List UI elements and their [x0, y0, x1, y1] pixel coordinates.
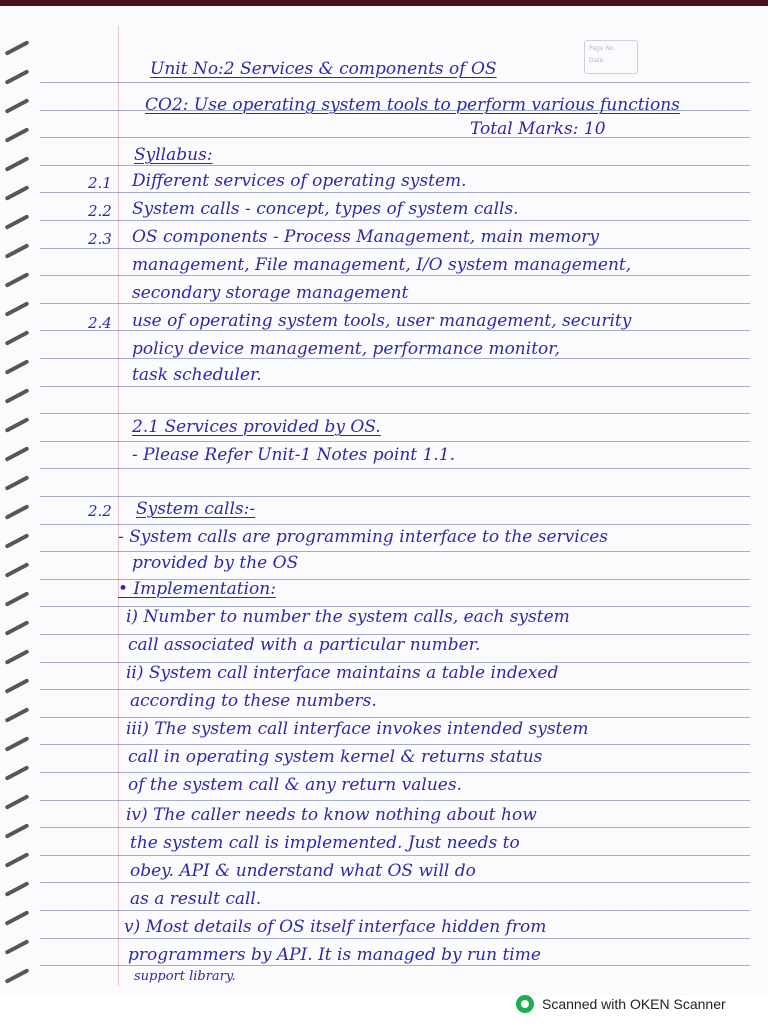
spiral-ring — [5, 852, 30, 868]
section-2-2-line: as a result call. — [130, 889, 262, 909]
section-2-2-line: of the system call & any return values. — [128, 775, 462, 795]
section-2-2-line: the system call is implemented. Just needs to — [130, 833, 520, 853]
syllabus-num-2-2: 2.2 — [88, 202, 112, 220]
section-2-2-line: according to these numbers. — [130, 691, 377, 711]
section-2-2-line: i) Number to number the system calls, each system — [126, 607, 570, 627]
ruled-line — [40, 220, 750, 221]
section-2-2-line: ii) System call interface maintains a table indexed — [126, 663, 559, 683]
section-2-2-line: provided by the OS — [132, 553, 299, 573]
spiral-ring — [5, 214, 30, 230]
section-2-2-heading: System calls:- — [136, 499, 256, 519]
spiral-ring — [5, 359, 30, 375]
syllabus-item-2-4-line3: task scheduler. — [132, 365, 262, 385]
spiral-ring — [5, 301, 30, 317]
section-2-1-heading: 2.1 Services provided by OS. — [132, 417, 381, 437]
syllabus-item-2-3-line3: secondary storage management — [132, 283, 409, 303]
implementation-heading: • Implementation: — [118, 579, 276, 599]
syllabus-num-2-3: 2.3 — [88, 230, 112, 248]
spiral-ring — [5, 185, 30, 201]
spiral-ring — [5, 968, 30, 984]
spiral-ring — [5, 939, 30, 955]
spiral-ring — [5, 69, 30, 85]
total-marks: Total Marks: 10 — [470, 119, 606, 139]
syllabus-item-2-1: Different services of operating system. — [132, 171, 467, 191]
section-2-2-line: call in operating system kernel & returns status — [128, 747, 543, 767]
ruled-line — [40, 524, 750, 525]
syllabus-heading: Syllabus: — [134, 145, 213, 165]
section-2-2-line: v) Most details of OS itself interface hidden from — [124, 917, 547, 937]
ruled-line — [40, 827, 750, 828]
spiral-ring — [5, 504, 30, 520]
spiral-ring — [5, 388, 30, 404]
spiral-ring — [5, 272, 30, 288]
stamp-page-label: Page No. — [589, 45, 616, 52]
margin-line — [118, 26, 119, 986]
ruled-line — [40, 772, 750, 773]
ruled-line — [40, 744, 750, 745]
section-2-2-line: - System calls are programming interface to the services — [118, 527, 609, 547]
scanner-watermark — [516, 990, 766, 1018]
ruled-line — [40, 413, 750, 414]
spiral-ring — [5, 649, 30, 665]
spiral-ring — [5, 446, 30, 462]
ruled-line — [40, 441, 750, 442]
page-date-stamp — [584, 40, 638, 74]
ruled-line — [40, 468, 750, 469]
syllabus-num-2-1: 2.1 — [88, 174, 112, 192]
ruled-line — [40, 496, 750, 497]
spiral-ring — [5, 707, 30, 723]
section-2-2-line: obey. API & understand what OS will do — [130, 861, 476, 881]
ruled-line — [40, 386, 750, 387]
ruled-line — [40, 910, 750, 911]
syllabus-item-2-4-line2: policy device management, performance monitor, — [132, 339, 560, 359]
ruled-line — [40, 137, 750, 138]
section-2-2-line: programmers by API. It is managed by run time — [128, 945, 541, 965]
syllabus-item-2-4-line1: use of operating system tools, user management, security — [132, 311, 632, 331]
spiral-ring — [5, 330, 30, 346]
section-2-2-line: iv) The caller needs to know nothing about how — [126, 805, 537, 825]
spiral-ring — [5, 678, 30, 694]
spiral-ring — [5, 910, 30, 926]
section-2-1-note: - Please Refer Unit-1 Notes point 1.1. — [132, 445, 455, 465]
stamp-date-label: Date — [589, 57, 604, 64]
section-2-2-number: 2.2 — [88, 502, 112, 520]
spiral-ring — [5, 794, 30, 810]
syllabus-num-2-4: 2.4 — [88, 314, 112, 332]
ruled-line — [40, 855, 750, 856]
section-2-2-line: iii) The system call interface invokes intended system — [126, 719, 589, 739]
page-title: Unit No:2 Services & components of OS — [150, 59, 497, 79]
spiral-ring — [5, 417, 30, 433]
spiral-ring — [5, 620, 30, 636]
spiral-ring — [5, 562, 30, 578]
spiral-ring — [5, 881, 30, 897]
ruled-line — [40, 248, 750, 249]
syllabus-item-2-3-line1: OS components - Process Management, main memory — [132, 227, 599, 247]
syllabus-item-2-2: System calls - concept, types of system calls. — [132, 199, 519, 219]
ruled-line — [40, 882, 750, 883]
spiral-ring — [5, 736, 30, 752]
spiral-ring — [5, 475, 30, 491]
oken-scanner-icon — [516, 995, 534, 1013]
scanner-watermark-text: Scanned with OKEN Scanner — [542, 996, 726, 1012]
section-2-2-line: call associated with a particular number. — [128, 635, 481, 655]
ruled-line — [40, 192, 750, 193]
spiral-ring — [5, 765, 30, 781]
spiral-ring — [5, 243, 30, 259]
spiral-ring — [5, 98, 30, 114]
spiral-ring — [5, 533, 30, 549]
spiral-ring — [5, 127, 30, 143]
ruled-line — [40, 800, 750, 801]
ruled-line — [40, 82, 750, 83]
spiral-ring — [5, 156, 30, 172]
syllabus-item-2-3-line2: management, File management, I/O system management, — [132, 255, 632, 275]
spiral-ring — [5, 591, 30, 607]
ruled-line — [40, 938, 750, 939]
section-2-2-line: support library. — [134, 969, 236, 984]
course-outcome: CO2: Use operating system tools to perform various functions — [145, 95, 680, 115]
spiral-ring — [5, 823, 30, 839]
spiral-ring — [5, 40, 30, 56]
